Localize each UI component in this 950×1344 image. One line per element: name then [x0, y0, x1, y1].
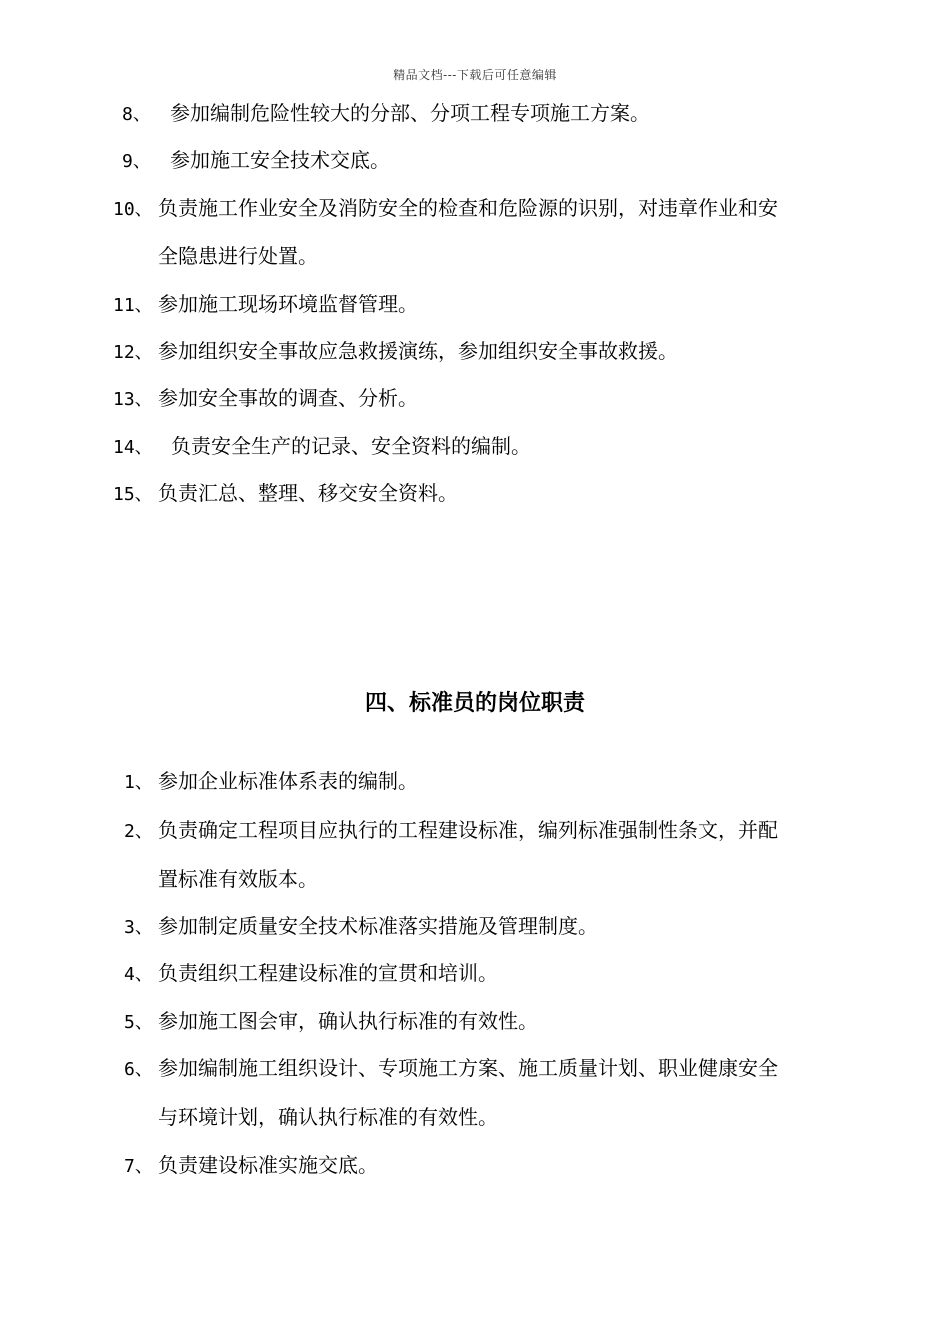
item-number: 12、 — [113, 342, 153, 363]
item-text: 参加施工现场环境监督管理。 — [158, 292, 418, 316]
list-item-continuation — [158, 867, 318, 891]
list-item — [124, 961, 498, 987]
list-item-continuation — [158, 244, 318, 268]
list-item — [124, 769, 418, 795]
item-number: 14、 — [113, 437, 153, 458]
list-item — [113, 196, 778, 222]
list-item — [113, 292, 418, 318]
item-number: 7、 — [124, 1156, 153, 1177]
list-item — [124, 1056, 778, 1082]
item-number: 1、 — [124, 772, 153, 793]
section-title: 四、标准员的岗位职责 — [364, 691, 585, 716]
item-number: 4、 — [124, 964, 153, 985]
item-number: 15、 — [113, 484, 153, 505]
list-item — [124, 818, 778, 844]
item-number: 8、 — [122, 104, 151, 125]
item-number: 2、 — [124, 821, 153, 842]
list-item — [122, 101, 650, 127]
item-text: 负责建设标准实施交底。 — [158, 1153, 378, 1177]
item-text: 参加编制施工组织设计、专项施工方案、施工质量计划、职业健康安全 — [158, 1056, 778, 1080]
item-number: 9、 — [122, 151, 151, 172]
list-item — [124, 1009, 538, 1035]
item-text: 参加施工安全技术交底。 — [170, 148, 390, 172]
item-text: 全隐患进行处置。 — [158, 244, 318, 268]
watermark: 精品文档---下载后可任意编辑 — [393, 68, 557, 82]
item-number: 5、 — [124, 1012, 153, 1033]
item-number: 10、 — [113, 199, 153, 220]
item-text: 负责确定工程项目应执行的工程建设标准，编列标准强制性条文，并配 — [158, 818, 778, 842]
list-item — [124, 1153, 378, 1179]
item-text: 参加制定质量安全技术标准落实措施及管理制度。 — [158, 914, 598, 938]
item-text: 负责汇总、整理、移交安全资料。 — [158, 481, 458, 505]
item-text: 参加安全事故的调查、分析。 — [158, 386, 418, 410]
list-item — [113, 386, 418, 412]
item-text: 置标准有效版本。 — [158, 867, 318, 891]
item-number: 6、 — [124, 1059, 153, 1080]
list-item — [124, 914, 598, 940]
item-number: 13、 — [113, 389, 153, 410]
list-item — [113, 434, 531, 460]
item-text: 负责组织工程建设标准的宣贯和培训。 — [158, 961, 498, 985]
item-text: 负责安全生产的记录、安全资料的编制。 — [171, 434, 531, 458]
item-text: 参加组织安全事故应急救援演练，参加组织安全事故救援。 — [158, 339, 678, 363]
item-text: 参加编制危险性较大的分部、分项工程专项施工方案。 — [170, 101, 650, 125]
item-text: 负责施工作业安全及消防安全的检查和危险源的识别，对违章作业和安 — [158, 196, 778, 220]
item-number: 11、 — [113, 295, 153, 316]
item-text: 参加施工图会审，确认执行标准的有效性。 — [158, 1009, 538, 1033]
list-item-continuation — [158, 1105, 498, 1129]
list-item — [122, 148, 390, 174]
list-item — [113, 339, 678, 365]
item-text: 与环境计划，确认执行标准的有效性。 — [158, 1105, 498, 1129]
item-number: 3、 — [124, 917, 153, 938]
list-item — [113, 481, 458, 507]
item-text: 参加企业标准体系表的编制。 — [158, 769, 418, 793]
